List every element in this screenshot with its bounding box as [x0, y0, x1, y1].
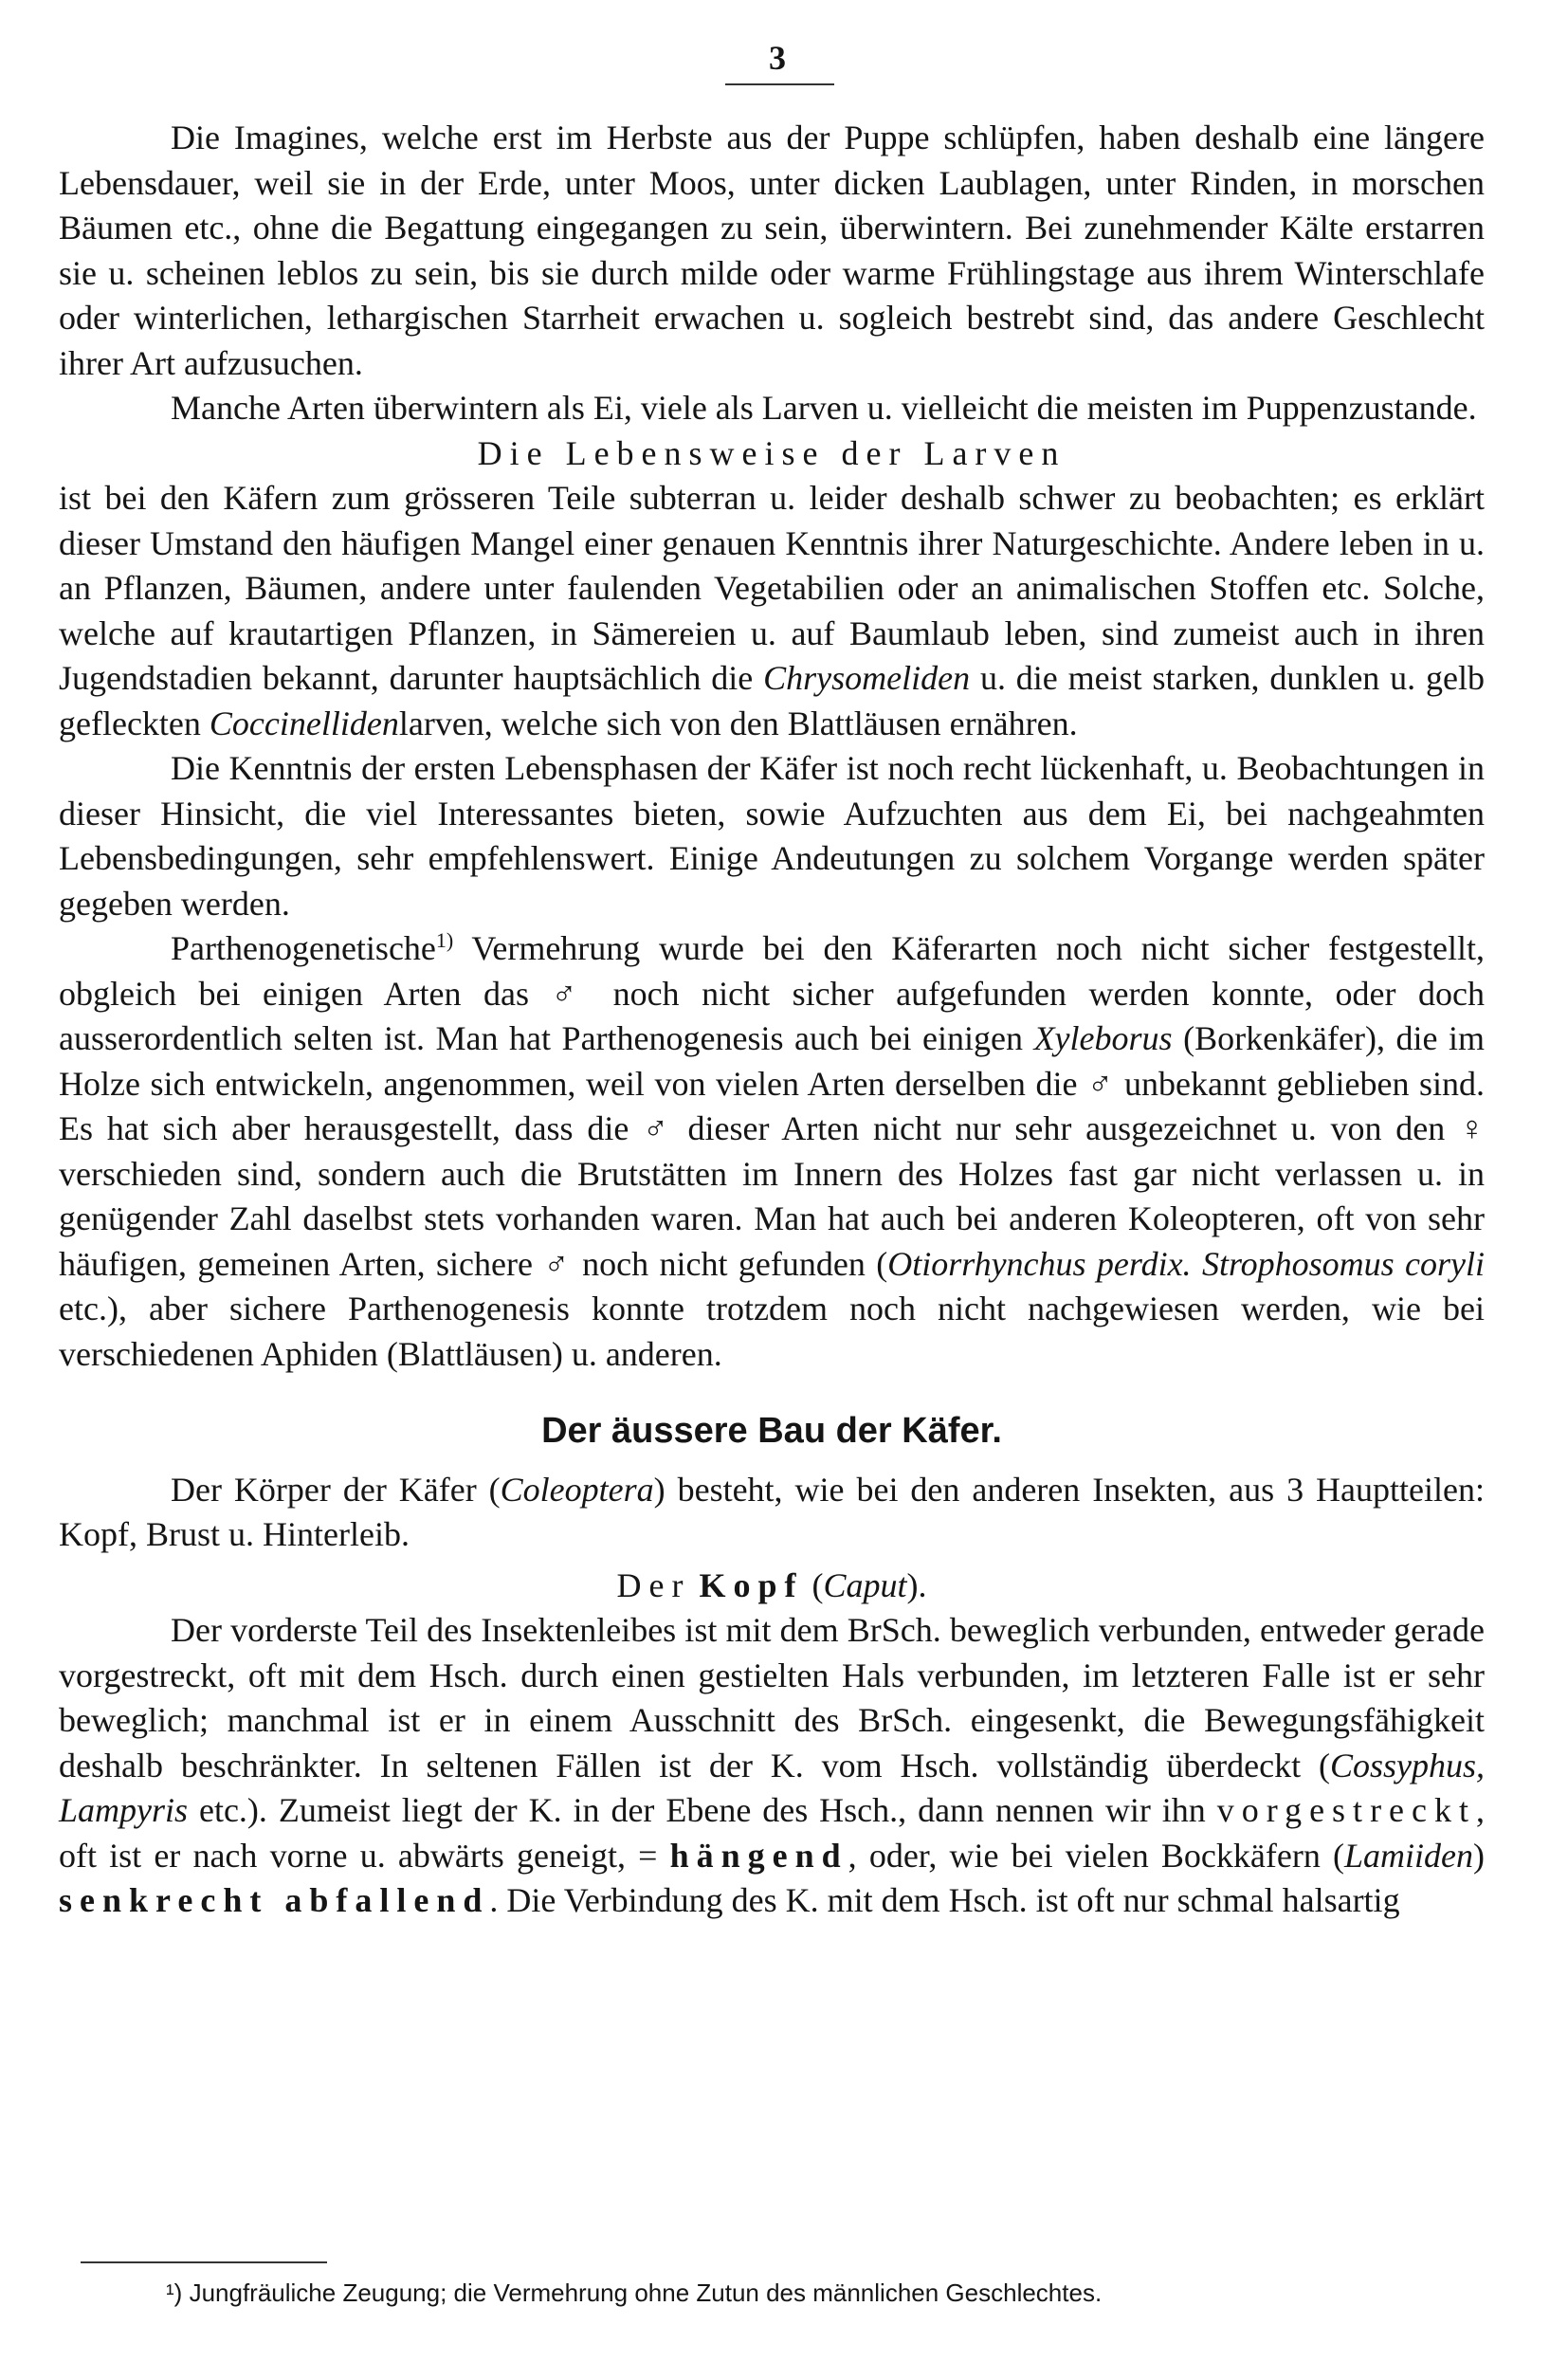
koerper-text-a: Der Körper der Käfer ( [171, 1470, 501, 1509]
footnote [166, 2276, 1398, 2310]
term-xyleborus: Xyleborus [1033, 1019, 1173, 1057]
header-rule [725, 83, 834, 85]
larven-text-c: larven, welche sich von den Blattläusen ernähren. [398, 704, 1078, 742]
kopf-text-e: ) [1473, 1836, 1485, 1875]
paragraph-parthenogenese [59, 926, 1485, 1377]
parth-text-c: (Borkenkäfer), die im Holze sich entwickeln, angenommen, weil von vielen Arten derselben die ♂ unbekannt geblieben sind. Es hat sich aber herausgestellt, dass die ♂ dieser Arten nicht nur sehr ausgezeichnet u. von den ♀ verschieden sind, sondern auch die Brutstätten im Innern des Holzes fast gar nicht verlassen u. in genügender Zahl daselbst stets vorhanden waren. Man hat auch bei anderen Koleopteren, oft von sehr häufigen, gemeinen Arten, sichere ♂ noch nicht gefunden ( [59, 1019, 1486, 1283]
kopf-text-c: , oft ist er nach vorne u. abwärts geneigt, = [59, 1791, 1486, 1875]
larven-heading-text: Die Lebensweise der Larven [477, 433, 1067, 472]
footnote-rule [81, 2261, 327, 2263]
kopf-text-d: , oder, wie bei vielen Bockkäfern ( [848, 1836, 1344, 1875]
text-column [59, 116, 1485, 1924]
kopf-heading-paren-close: ). [906, 1565, 927, 1604]
term-coccinelliden: Coccinelliden [209, 704, 399, 742]
paragraph-ueberwintern: Manche Arten überwintern als Ei, viele als Larven u. vielleicht die meisten im Puppenzustande. [171, 389, 1477, 427]
paragraph-kopf [59, 1608, 1485, 1924]
parth-text-d: etc.), aber sichere Parthenogenesis konnte trotzdem noch nicht nachgewiesen werden, wie bei verschiedenen Aphiden (Blattläusen) u. anderen. [59, 1290, 1485, 1373]
kopf-heading [59, 1564, 1485, 1609]
kopf-text-f: . Die Verbindung des K. mit dem Hsch. ist oft nur schmal halsartig [489, 1881, 1400, 1919]
paragraph-larven [59, 476, 1485, 746]
parth-text-b: Vermehrung wurde bei den Käferarten noch nicht sicher festgestellt, obgleich bei einigen Arten das ♂ noch nicht sicher aufgefunden werden konnte, oder doch ausserordentlich selten ist. Man hat Parthenogenesis auch bei einigen [59, 929, 1485, 1057]
page-number: 3 [769, 39, 786, 77]
footnote-text: Jungfräuliche Zeugung; die Vermehrung ohne Zutun des männlichen Geschlechtes. [189, 2279, 1103, 2307]
kopf-heading-der: Der [616, 1565, 691, 1604]
paragraph-imagines: Die Imagines, welche erst im Herbste aus der Puppe schlüpfen, haben deshalb eine längere Lebensdauer, weil sie in der Erde, unter Moos, unter dicken Laublagen, unter Rinden, in morschen Bäumen etc., ohne die Begattung eingegangen zu sein, überwintern. Bei zunehmender Kälte erstarren sie u. scheinen leblos zu sein, bis sie durch milde oder warme Frühlingstage aus ihrem Winterschlafe oder winterlichen, lethargischen Starrheit erwachen u. sogleich bestrebt sind, das andere Geschlecht ihrer Art aufzusuchen. [59, 119, 1485, 382]
kopf-text-a: Der vorderste Teil des Insektenleibes ist mit dem BrSch. beweglich verbunden, entweder gerade vorgestreckt, oft mit dem Hsch. durch einen gestielten Hals verbunden, im letzteren Falle ist er sehr beweglich; manchmal ist er in einem Ausschnitt des BrSch. eingesenkt, die Bewegungsfähigkeit deshalb beschränkter. In seltenen Fällen ist der K. vom Hsch. vollständig überdeckt ( [59, 1611, 1485, 1784]
kopf-heading-paren-open: ( [811, 1565, 824, 1604]
kopf-heading-kopf: Kopf [699, 1565, 804, 1604]
term-chrysomeliden: Chrysomeliden [763, 659, 971, 697]
term-cossyphus: Cossyphus, Lampyris [59, 1746, 1485, 1829]
koerper-text-b: ) besteht, wie bei den anderen Insekten, aus 3 Hauptteilen: Kopf, Brust u. Hinterleib. [59, 1470, 1485, 1553]
footnote-mark: ¹) [166, 2279, 183, 2307]
term-vorgestreckt: vorgestreckt [1216, 1791, 1477, 1829]
paragraph-koerper [59, 1468, 1485, 1558]
larven-heading [59, 431, 1485, 477]
paragraph-kenntnis: Die Kenntnis der ersten Lebensphasen der Käfer ist noch recht lückenhaft, u. Beobachtungen in dieser Hinsicht, die viel Interessantes bieten, sowie Aufzuchten aus dem Ei, bei nachgeahmten Lebensbedingungen, sehr empfehlenswert. Einige Andeutungen zu solchem Vorgange werden später gegeben werden. [59, 749, 1485, 923]
term-lamiiden: Lamiiden [1343, 1836, 1473, 1875]
larven-text-b: u. die meist starken, dunklen u. gelb gefleckten [59, 659, 1486, 742]
term-senkrecht-abfallend: senkrecht abfallend [59, 1881, 490, 1919]
term-haengend: hängend [669, 1836, 848, 1875]
term-coleoptera: Coleoptera [500, 1470, 654, 1509]
term-caput: Caput [823, 1565, 907, 1604]
section-heading: Der äussere Bau der Käfer. [541, 1411, 1002, 1451]
parth-text-a: Parthenogenetische [171, 929, 436, 967]
kopf-text-b: etc.). Zumeist liegt der K. in der Ebene des Hsch., dann nennen wir ihn [198, 1791, 1206, 1829]
term-otiorrhynchus: Otiorrhynchus perdix. Strophosomus coryli [887, 1244, 1486, 1283]
footnote-reference: 1) [435, 928, 454, 952]
larven-text-a: ist bei den Käfern zum grösseren Teile subterran u. leider deshalb schwer zu beobachten; es erklärt dieser Umstand den häufigen Mangel einer genauen Kenntnis ihrer Naturgeschichte. Andere leben in u. an Pflanzen, Bäumen, andere unter faulenden Vegetabilien oder an animalischen Stoffen etc. Solche, welche auf krautartigen Pflanzen, in Sämereien u. auf Baumlaub leben, sind zumeist auch in ihren Jugendstadien bekannt, darunter hauptsächlich die [59, 479, 1485, 697]
